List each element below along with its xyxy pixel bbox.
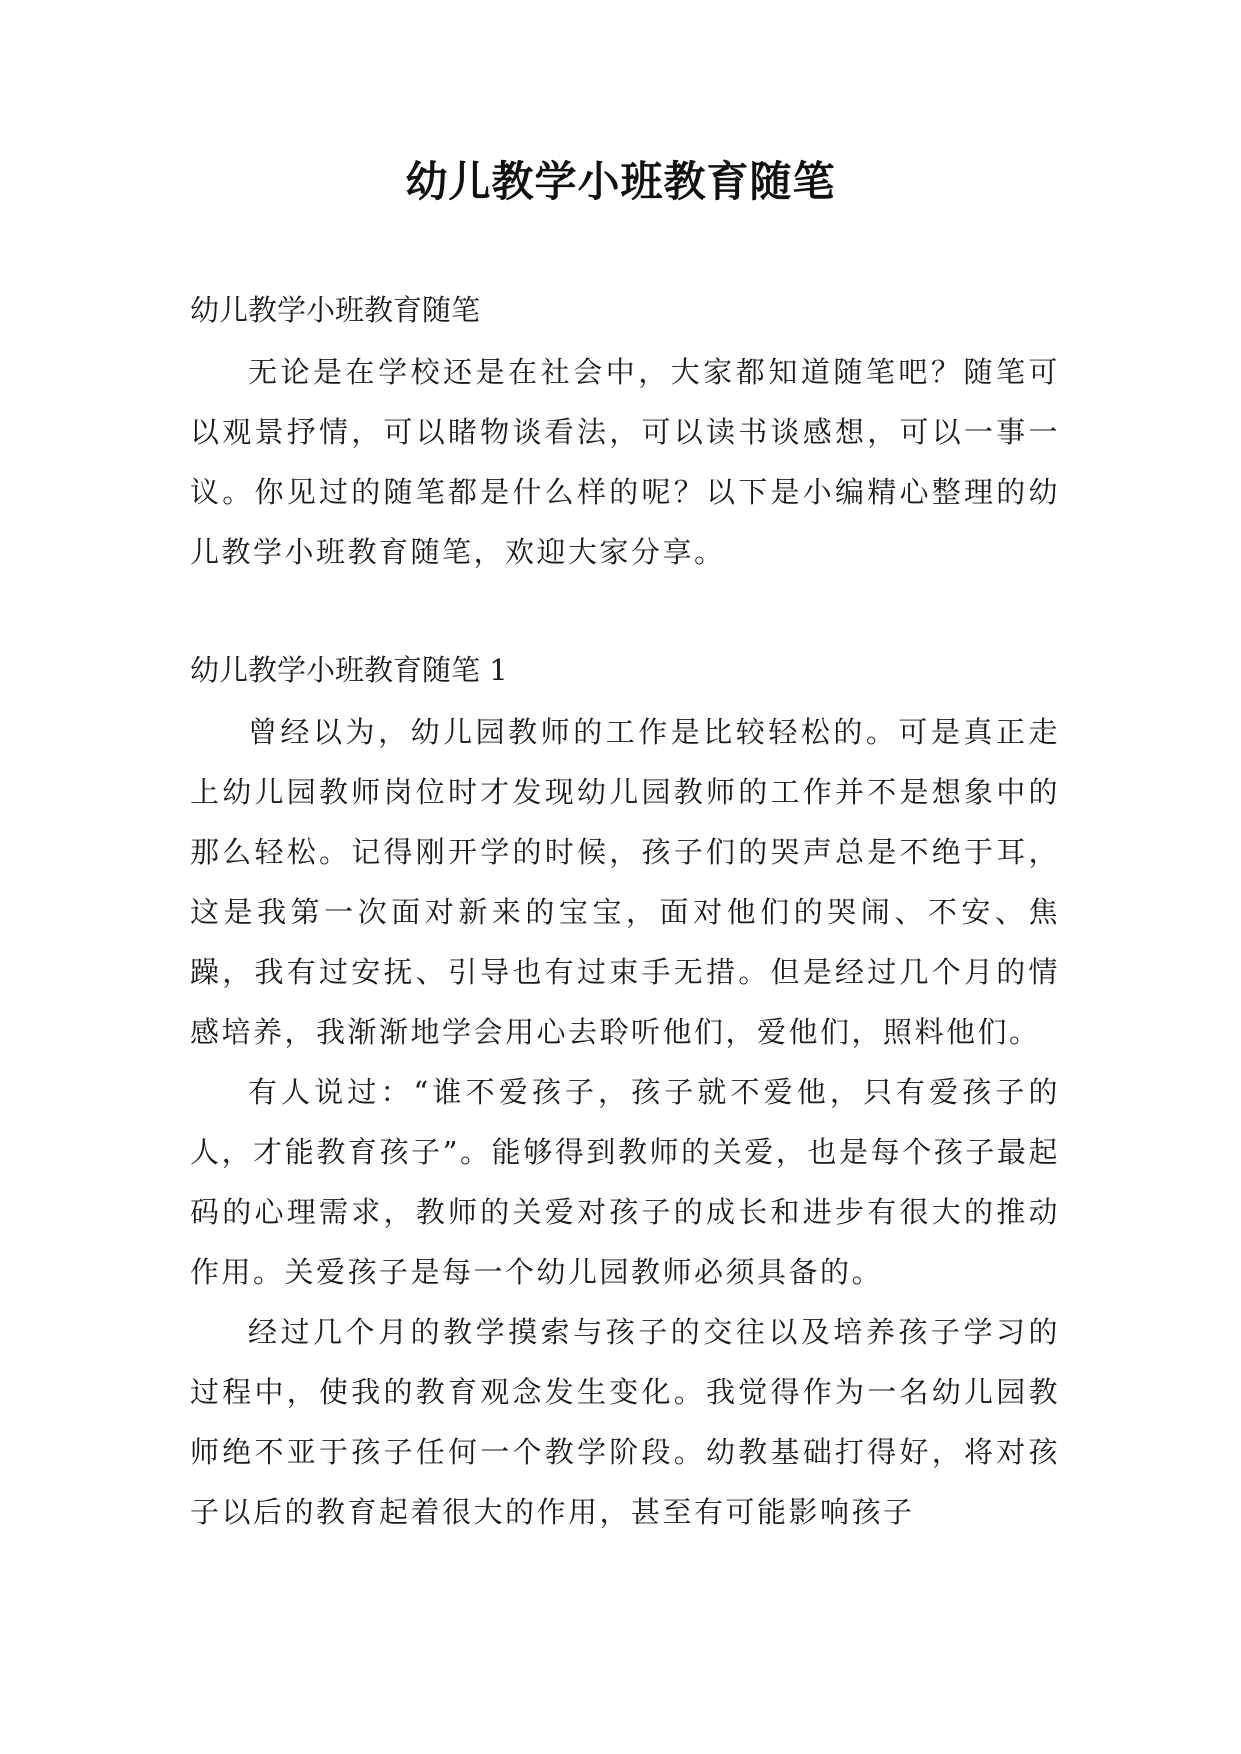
section-spacer	[190, 582, 1060, 650]
intro-paragraph: 无论是在学校还是在社会中，大家都知道随笔吧？随笔可以观景抒情，可以睹物谈看法，可以读书谈感想，可以一事一议。你见过的随笔都是什么样的呢？以下是小编精心整理的幼儿教学小班教育随笔，欢迎大家分享。	[190, 355, 1060, 569]
intro-heading: 幼儿教学小班教育随笔	[190, 293, 481, 327]
body-paragraph: 曾经以为，幼儿园教师的工作是比较轻松的。可是真正走上幼儿园教师岗位时才发现幼儿园教师的工作并不是想象中的那么轻松。记得刚开学的时候，孩子们的哭声总是不绝于耳，这是我第一次面对新来的宝宝，面对他们的哭闹、不安、焦躁，我有过安抚、引导也有过束手无措。但是经过几个月的情感培养，我渐渐地学会用心去聆听他们，爱他们，照料他们。	[190, 715, 1060, 1049]
body-paragraph: 有人说过：“谁不爱孩子，孩子就不爱他，只有爱孩子的人，才能教育孩子”。能够得到教师的关爱，也是每个孩子最起码的心理需求，教师的关爱对孩子的成长和进步有很大的推动作用。关爱孩子是每一个幼儿园教师必须具备的。	[190, 1075, 1060, 1289]
document-body	[190, 290, 1060, 1542]
body-paragraph: 经过几个月的教学摸索与孩子的交往以及培养孩子学习的过程中，使我的教育观念发生变化。我觉得作为一名幼儿园教师绝不亚于孩子任何一个教学阶段。幼教基础打得好，将对孩子以后的教育起着很大的作用，甚至有可能影响孩子	[190, 1315, 1060, 1529]
section-heading: 幼儿教学小班教育随笔 1	[190, 653, 508, 687]
document-title: 幼儿教学小班教育随笔	[405, 157, 836, 206]
